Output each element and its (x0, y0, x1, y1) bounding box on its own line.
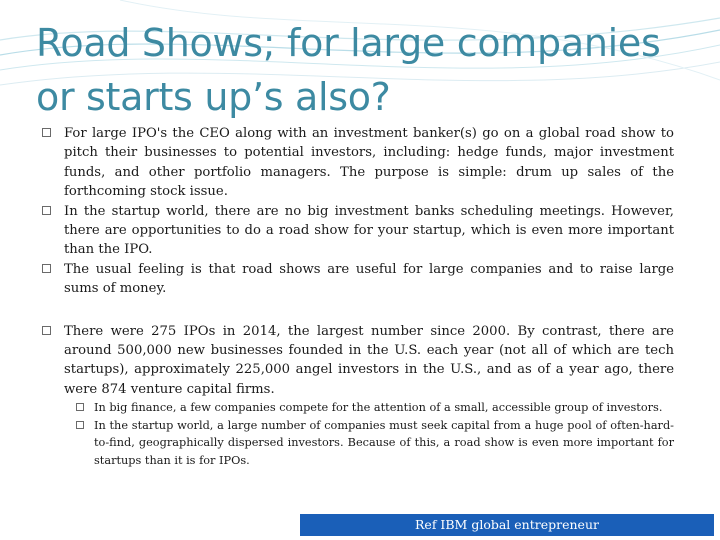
bullet-item (40, 260, 674, 299)
square-bullet-icon (42, 206, 51, 215)
square-bullet-icon (76, 421, 84, 429)
square-bullet-icon (42, 128, 51, 137)
sub-bullet-item (40, 417, 674, 470)
reference-footer: Ref IBM global entrepreneur (300, 514, 714, 536)
bullet-item (40, 124, 674, 202)
bullet-item (40, 322, 674, 400)
slide-body (40, 124, 674, 470)
sub-bullet-text: In the startup world, a large number of companies must seek capital from a huge pool of often-hard-to-find, geographically dispersed investors. Because of this, a road show is even more important for startups than it is for IPOs. (94, 418, 674, 468)
square-bullet-icon (42, 264, 51, 273)
square-bullet-icon (42, 326, 51, 335)
bullet-text: In the startup world, there are no big investment banks scheduling meetings. However, there are opportunities to do a road show for your startup, which is even more important than the IPO. (64, 203, 674, 258)
square-bullet-icon (76, 403, 84, 411)
sub-bullet-item (40, 399, 674, 417)
sub-bullet-text: In big finance, a few companies compete for the attention of a small, accessible group of investors. (94, 401, 663, 415)
bullet-text: For large IPO's the CEO along with an investment banker(s) go on a global road show to pitch their businesses to potential investors, including: hedge funds, major investment funds, and other portfolio managers. The purpose is simple: drum up sales of the forthcoming stock issue. (64, 126, 674, 200)
bullet-text: The usual feeling is that road shows are useful for large companies and to raise large sums of money. (64, 261, 674, 297)
slide-title: Road Shows; for large companies or starts up’s also? (36, 21, 661, 119)
bullet-text: There were 275 IPOs in 2014, the largest number since 2000. By contrast, there are around 500,000 new businesses founded in the U.S. each year (not all of which are tech startups), approximately 225,000 angel investors in the U.S., and as of a year ago, there were 874 venture capital firms. (64, 323, 674, 397)
bullet-item (40, 202, 674, 260)
